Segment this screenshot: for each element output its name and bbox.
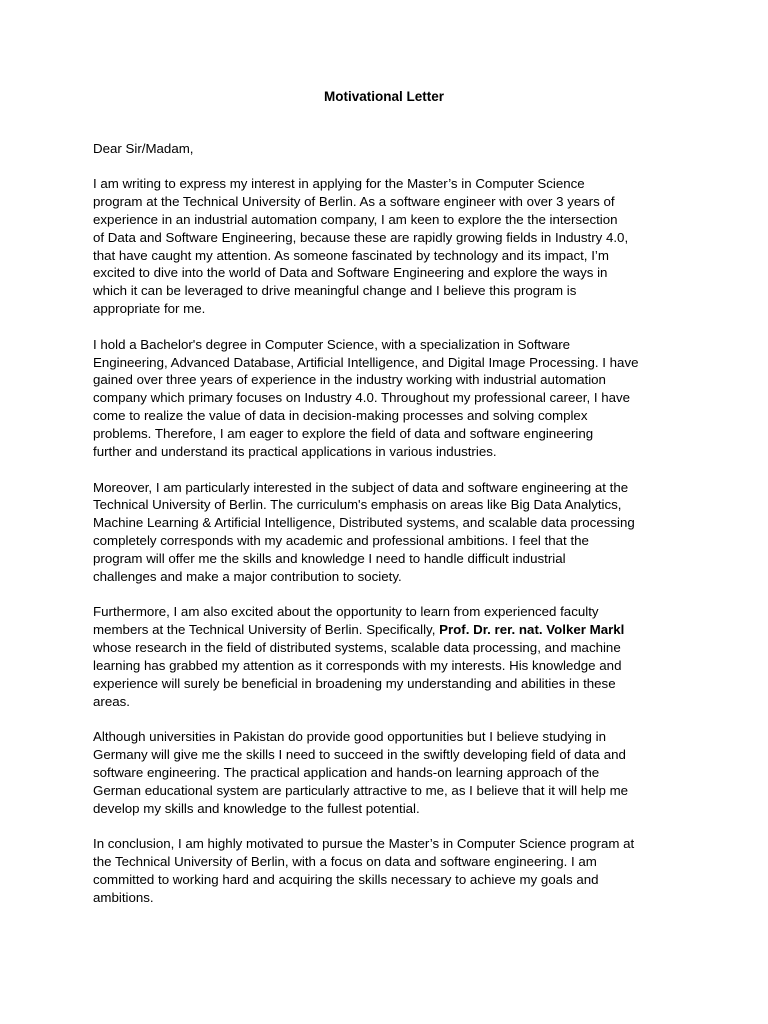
salutation-text: Dear Sir/Madam, [93,141,194,156]
text-line: learning has grabbed my attention as it corresponds with my interests. His knowledge and [93,658,622,674]
text-line: Although universities in Pakistan do provide good opportunities but I believe studying in [93,729,606,745]
text-line: the Technical University of Berlin, with a focus on data and software engineering. I am [93,854,597,870]
text-line: German educational system are particularly attractive to me, as I believe that it will help me [93,783,629,799]
text-fragment: members at the Technical University of Berlin. Specifically, [93,622,440,638]
text-line: areas. [93,693,130,709]
text-line: Engineering, Advanced Database, Artificial Intelligence, and Digital Image Processing. I have [93,354,639,370]
paragraph-faculty [93,603,683,710]
text-line: of Data and Software Engineering, because these are rapidly growing fields in Industry 4.0, [93,229,629,245]
salutation [93,140,683,158]
text-line: Technical University of Berlin. The curriculum's emphasis on areas like Big Data Analytics, [93,497,622,513]
text-line: come to realize the value of data in decision-making processes and solving complex [93,408,588,424]
text-line: I hold a Bachelor's degree in Computer Science, with a specialization in Software [93,336,571,352]
paragraph-intro [93,175,683,318]
text-line: company which primary focuses on Industry 4.0. Throughout my professional career, I have [93,390,631,406]
text-line: experience will surely be beneficial in broadening my understanding and abilities in these [93,676,616,692]
text-line: problems. Therefore, I am eager to explore the field of data and software engineering [93,426,594,442]
text-line: program will offer me the skills and knowledge I need to handle difficult industrial [93,551,566,567]
text-line: which it can be leveraged to drive meaningful change and I believe this program is [93,283,577,299]
letter-body [93,140,683,925]
text-line: software engineering. The practical application and hands-on learning approach of the [93,765,600,781]
text-line-with-name [93,621,683,639]
text-line: develop my skills and knowledge to the fullest potential. [93,801,420,816]
paragraph-germany [93,728,683,818]
text-line: ambitions. [93,890,154,906]
text-line: Machine Learning & Artificial Intelligence, Distributed systems, and scalable data processing [93,515,635,531]
document-title: Motivational Letter [323,89,444,104]
text-line: experience in an industrial automation company, I am keen to explore the the intersection [93,211,618,227]
text-line: program at the Technical University of Berlin. As a software engineer with over 3 years of [93,193,615,209]
paragraph-background [93,336,683,461]
paragraph-interest [93,479,683,586]
text-line: that have caught my attention. As someone fascinated by technology and its impact, I’m [93,247,609,263]
text-line: I am writing to express my interest in applying for the Master’s in Computer Science [93,175,585,191]
text-line: In conclusion, I am highly motivated to pursue the Master’s in Computer Science program at [93,836,635,852]
paragraph-conclusion [93,835,683,907]
text-line: further and understand its practical applications in various industries. [93,444,497,460]
text-line: challenges and make a major contribution to society. [93,569,402,585]
text-line: whose research in the field of distributed systems, scalable data processing, and machine [93,640,621,656]
text-line: Moreover, I am particularly interested in the subject of data and software engineering at the [93,479,629,495]
text-line: Furthermore, I am also excited about the opportunity to learn from experienced faculty [93,604,599,620]
professor-name: Prof. Dr. rer. nat. Volker Markl [439,622,625,638]
text-line: Germany will give me the skills I need to succeed in the swiftly developing field of data and [93,747,626,763]
text-line: gained over three years of experience in the industry working with industrial automation [93,372,606,388]
text-line: completely corresponds with my academic and professional ambitions. I feel that the [93,533,589,549]
text-line: committed to working hard and acquiring the skills necessary to achieve my goals and [93,872,599,888]
text-line: appropriate for me. [93,301,206,317]
text-line: excited to dive into the world of Data and Software Engineering and explore the ways in [93,265,608,281]
